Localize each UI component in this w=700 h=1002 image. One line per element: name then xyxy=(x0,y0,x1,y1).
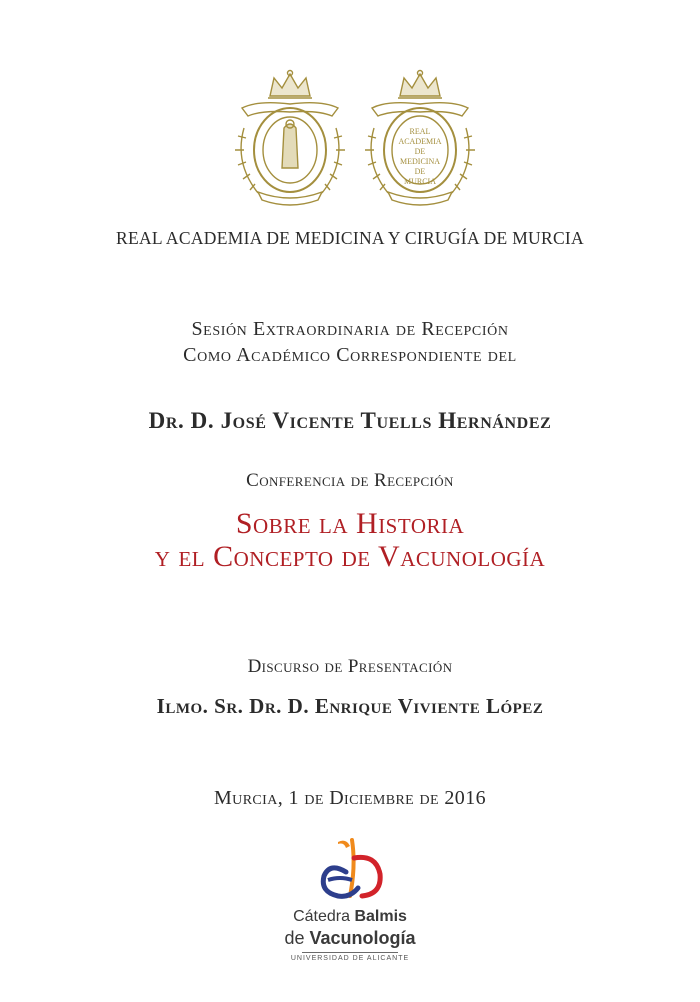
conference-title-line-1: Sobre la Historia xyxy=(235,507,465,540)
presentation-label: Discurso de Presentación xyxy=(247,656,453,677)
svg-text:MURCIA: MURCIA xyxy=(403,177,437,186)
svg-text:DE: DE xyxy=(414,167,426,176)
academy-seals-emblem xyxy=(228,68,478,218)
svg-text:DE: DE xyxy=(414,147,426,156)
presenter-name: Ilmo. Sr. Dr. D. Enrique Viviente López xyxy=(156,694,544,718)
right-seal-text xyxy=(398,127,441,186)
logo-university-label: UNIVERSIDAD DE ALICANTE xyxy=(290,955,410,962)
catedra-balmis-logo-icon xyxy=(316,836,388,904)
svg-text:ACADEMIA: ACADEMIA xyxy=(398,137,442,146)
logo-divider xyxy=(302,952,398,953)
svg-text:MEDICINA: MEDICINA xyxy=(400,157,440,166)
svg-text:REAL: REAL xyxy=(409,127,431,136)
logo-text-line-1: Cátedra Balmis xyxy=(293,908,407,925)
logo-text-line-2: de Vacunología xyxy=(284,928,416,948)
session-line-2: Como Académico Correspondiente del xyxy=(183,344,517,366)
conference-label: Conferencia de Recepción xyxy=(246,470,454,491)
left-seal xyxy=(235,71,345,206)
candidate-name: Dr. D. José Vicente Tuells Hernández xyxy=(148,408,552,433)
conference-title-line-2: y el Concepto de Vacunología xyxy=(154,540,546,573)
session-line-1: Sesión Extraordinaria de Recepción xyxy=(191,318,509,340)
academy-name: REAL ACADEMIA DE MEDICINA Y CIRUGÍA DE MURCIA xyxy=(115,228,584,248)
event-date: Murcia, 1 de Diciembre de 2016 xyxy=(214,787,486,809)
